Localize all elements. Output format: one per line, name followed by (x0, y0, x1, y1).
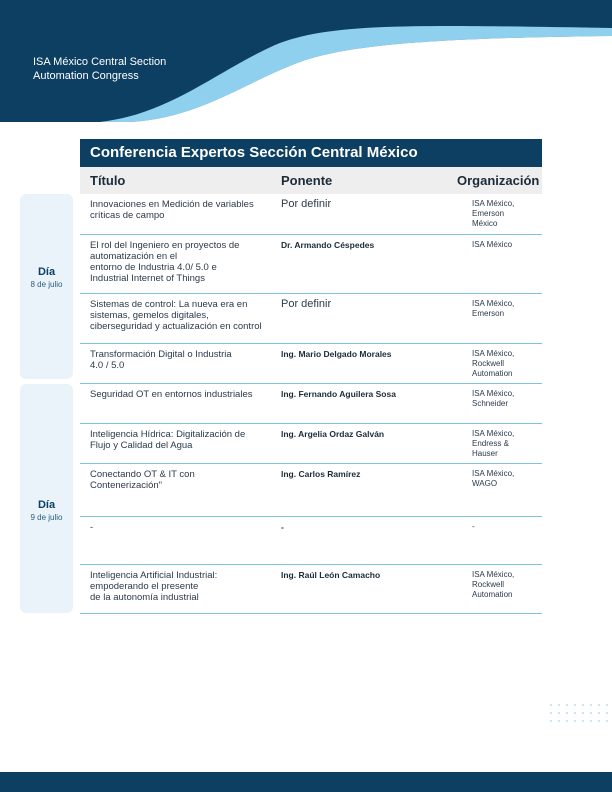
table-row (80, 194, 542, 235)
session-speaker: Por definir (281, 298, 332, 310)
session-speaker: Dr. Armando Céspedes (281, 240, 375, 250)
session-speaker: Ing. Raúl León Camacho (281, 570, 381, 580)
session-organization: ISA México, WAGO (472, 469, 515, 488)
header-caption (33, 55, 166, 83)
table-row (80, 235, 542, 294)
session-speaker: Por definir (281, 198, 332, 210)
day-panel-2 (20, 384, 73, 613)
session-title: - (90, 522, 94, 533)
table-title: Conferencia Expertos Sección Central México (80, 139, 542, 167)
session-title: Transformación Digital o Industria 4.0 / 5.0 (90, 349, 232, 371)
session-organization: ISA México, Emerson (472, 299, 515, 318)
session-organization: ISA México, Emerson México (472, 199, 515, 228)
header-line-1: ISA México Central Section (33, 56, 167, 68)
session-organization: ISA México, Schneider (472, 389, 515, 408)
session-organization: ISA México (472, 240, 513, 249)
session-organization: - (472, 522, 475, 531)
column-header-speaker: Ponente (281, 173, 333, 188)
session-speaker: - (281, 522, 284, 532)
session-title: El rol del Ingeniero en proyectos de automatización en el entorno de Industria 4.0/ 5.0 e Industrial Internet of Things (90, 240, 240, 284)
column-header-title: Título (90, 173, 126, 188)
table-row (80, 384, 542, 424)
day-date: 9 de julio (30, 513, 63, 522)
session-speaker: Ing. Mario Delgado Morales (281, 349, 392, 359)
dot-pattern-decoration (548, 702, 610, 728)
session-title: Innovaciones en Medición de variables críticas de campo (90, 199, 254, 221)
day-panel-1 (20, 194, 73, 379)
table-row (80, 344, 542, 384)
session-title: Sistemas de control: La nueva era en sistemas, gemelos digitales, ciberseguridad y actualización en control (90, 299, 262, 332)
session-title: Seguridad OT en entornos industriales (90, 389, 253, 400)
table-row (80, 294, 542, 344)
session-organization: ISA México, Rockwell Automation (472, 570, 515, 599)
table-row (80, 517, 542, 565)
header-line-2: Automation Congress (33, 70, 139, 82)
table-row (80, 565, 542, 614)
page-header (0, 0, 612, 122)
session-title: Inteligencia Hídrica: Digitalización de Flujo y Calidad del Agua (90, 429, 246, 451)
session-speaker: Ing. Fernando Aguilera Sosa (281, 389, 396, 399)
session-organization: ISA México, Rockwell Automation (472, 349, 515, 378)
table-row (80, 464, 542, 517)
session-speaker: Ing. Argelia Ordaz Galván (281, 429, 385, 439)
session-organization: ISA México, Endress & Hauser (472, 429, 515, 458)
day-label: Día (37, 499, 56, 511)
session-title: Inteligencia Artificial Industrial: empoderando el presente de la autonomía industrial (90, 570, 218, 603)
session-title: Conectando OT & IT con Contenerización" (90, 469, 195, 491)
session-speaker: Ing. Carlos Ramírez (281, 469, 361, 479)
table-row (80, 424, 542, 464)
column-header-organization: Organización (457, 173, 540, 188)
day-label: Día (37, 266, 56, 278)
day-date: 8 de julio (30, 280, 63, 289)
page-footer-bar (0, 772, 612, 792)
column-header-row (80, 167, 542, 194)
